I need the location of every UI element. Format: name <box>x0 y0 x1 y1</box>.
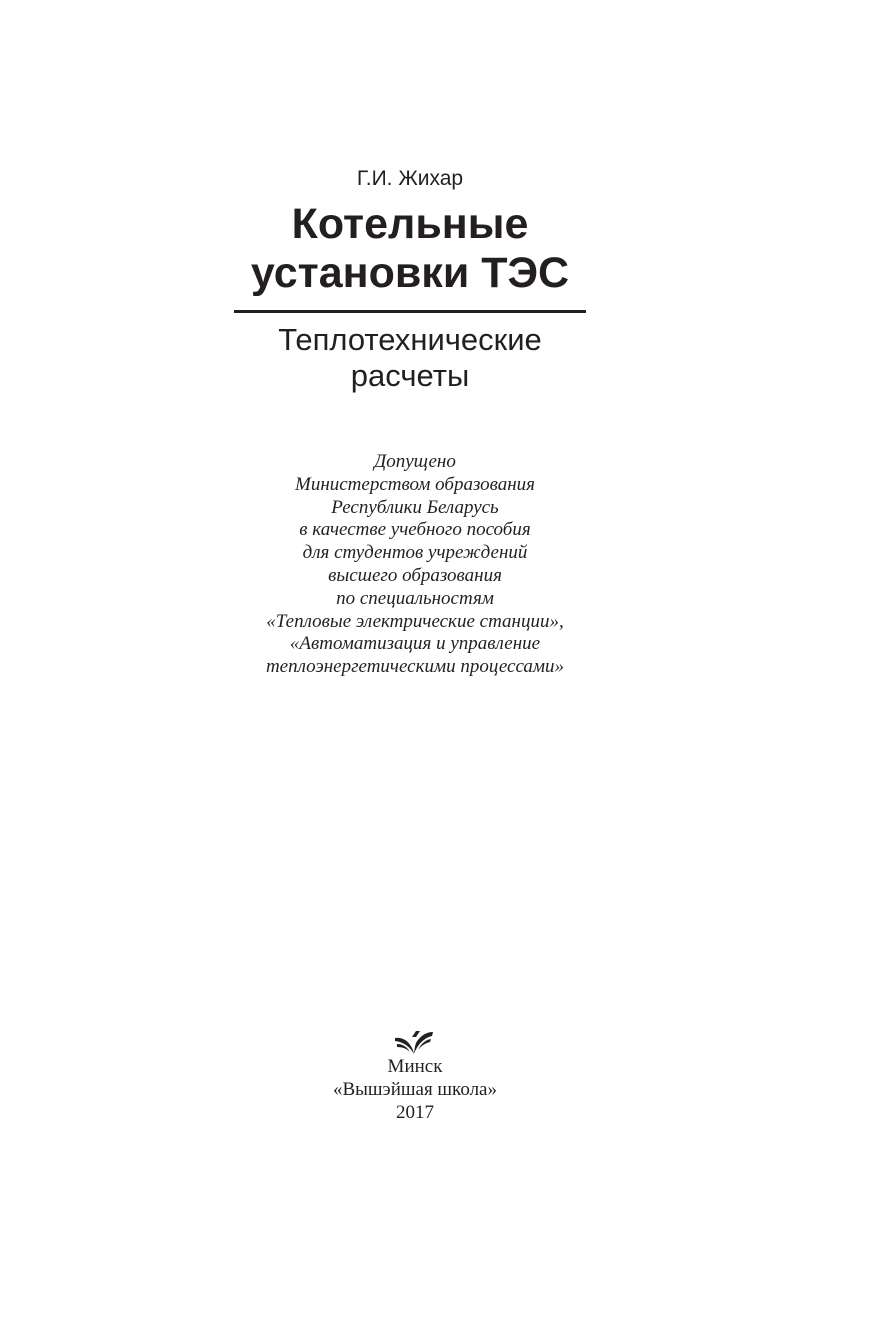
approval-line: высшего образования <box>328 564 502 586</box>
approval-line: «Тепловые электрические станции», <box>266 610 564 632</box>
publisher-name: «Вышэйшая школа» <box>332 1079 497 1100</box>
book-subtitle-line-1: Теплотехнические <box>278 322 542 357</box>
approval-line: для студентов учреждений <box>302 542 528 564</box>
publisher-imprint <box>265 1055 565 1124</box>
book-subtitle <box>200 322 620 394</box>
approval-line: по специальностям <box>336 587 494 609</box>
approval-line: Министерством образования <box>295 473 535 495</box>
book-title-line-2: установки ТЭС <box>250 249 570 297</box>
approval-statement <box>200 451 630 679</box>
approval-line: в качестве учебного пособия <box>299 519 531 541</box>
approval-line: теплоэнергетическими процессами» <box>265 656 565 678</box>
publication-year: 2017 <box>396 1102 434 1123</box>
publisher-logo-icon <box>394 1028 434 1056</box>
publisher-city: Минск <box>387 1056 443 1077</box>
approval-line: Республики Беларусь <box>331 496 499 518</box>
author-name: Г.И. Жихар <box>356 167 464 190</box>
title-divider <box>234 310 586 313</box>
book-title-line-1: Котельные <box>291 200 529 248</box>
approval-line: Допущено <box>374 451 456 472</box>
book-subtitle-line-2: расчеты <box>350 358 470 393</box>
approval-line: «Автоматизация и управление <box>289 633 541 655</box>
book-title <box>200 200 620 298</box>
